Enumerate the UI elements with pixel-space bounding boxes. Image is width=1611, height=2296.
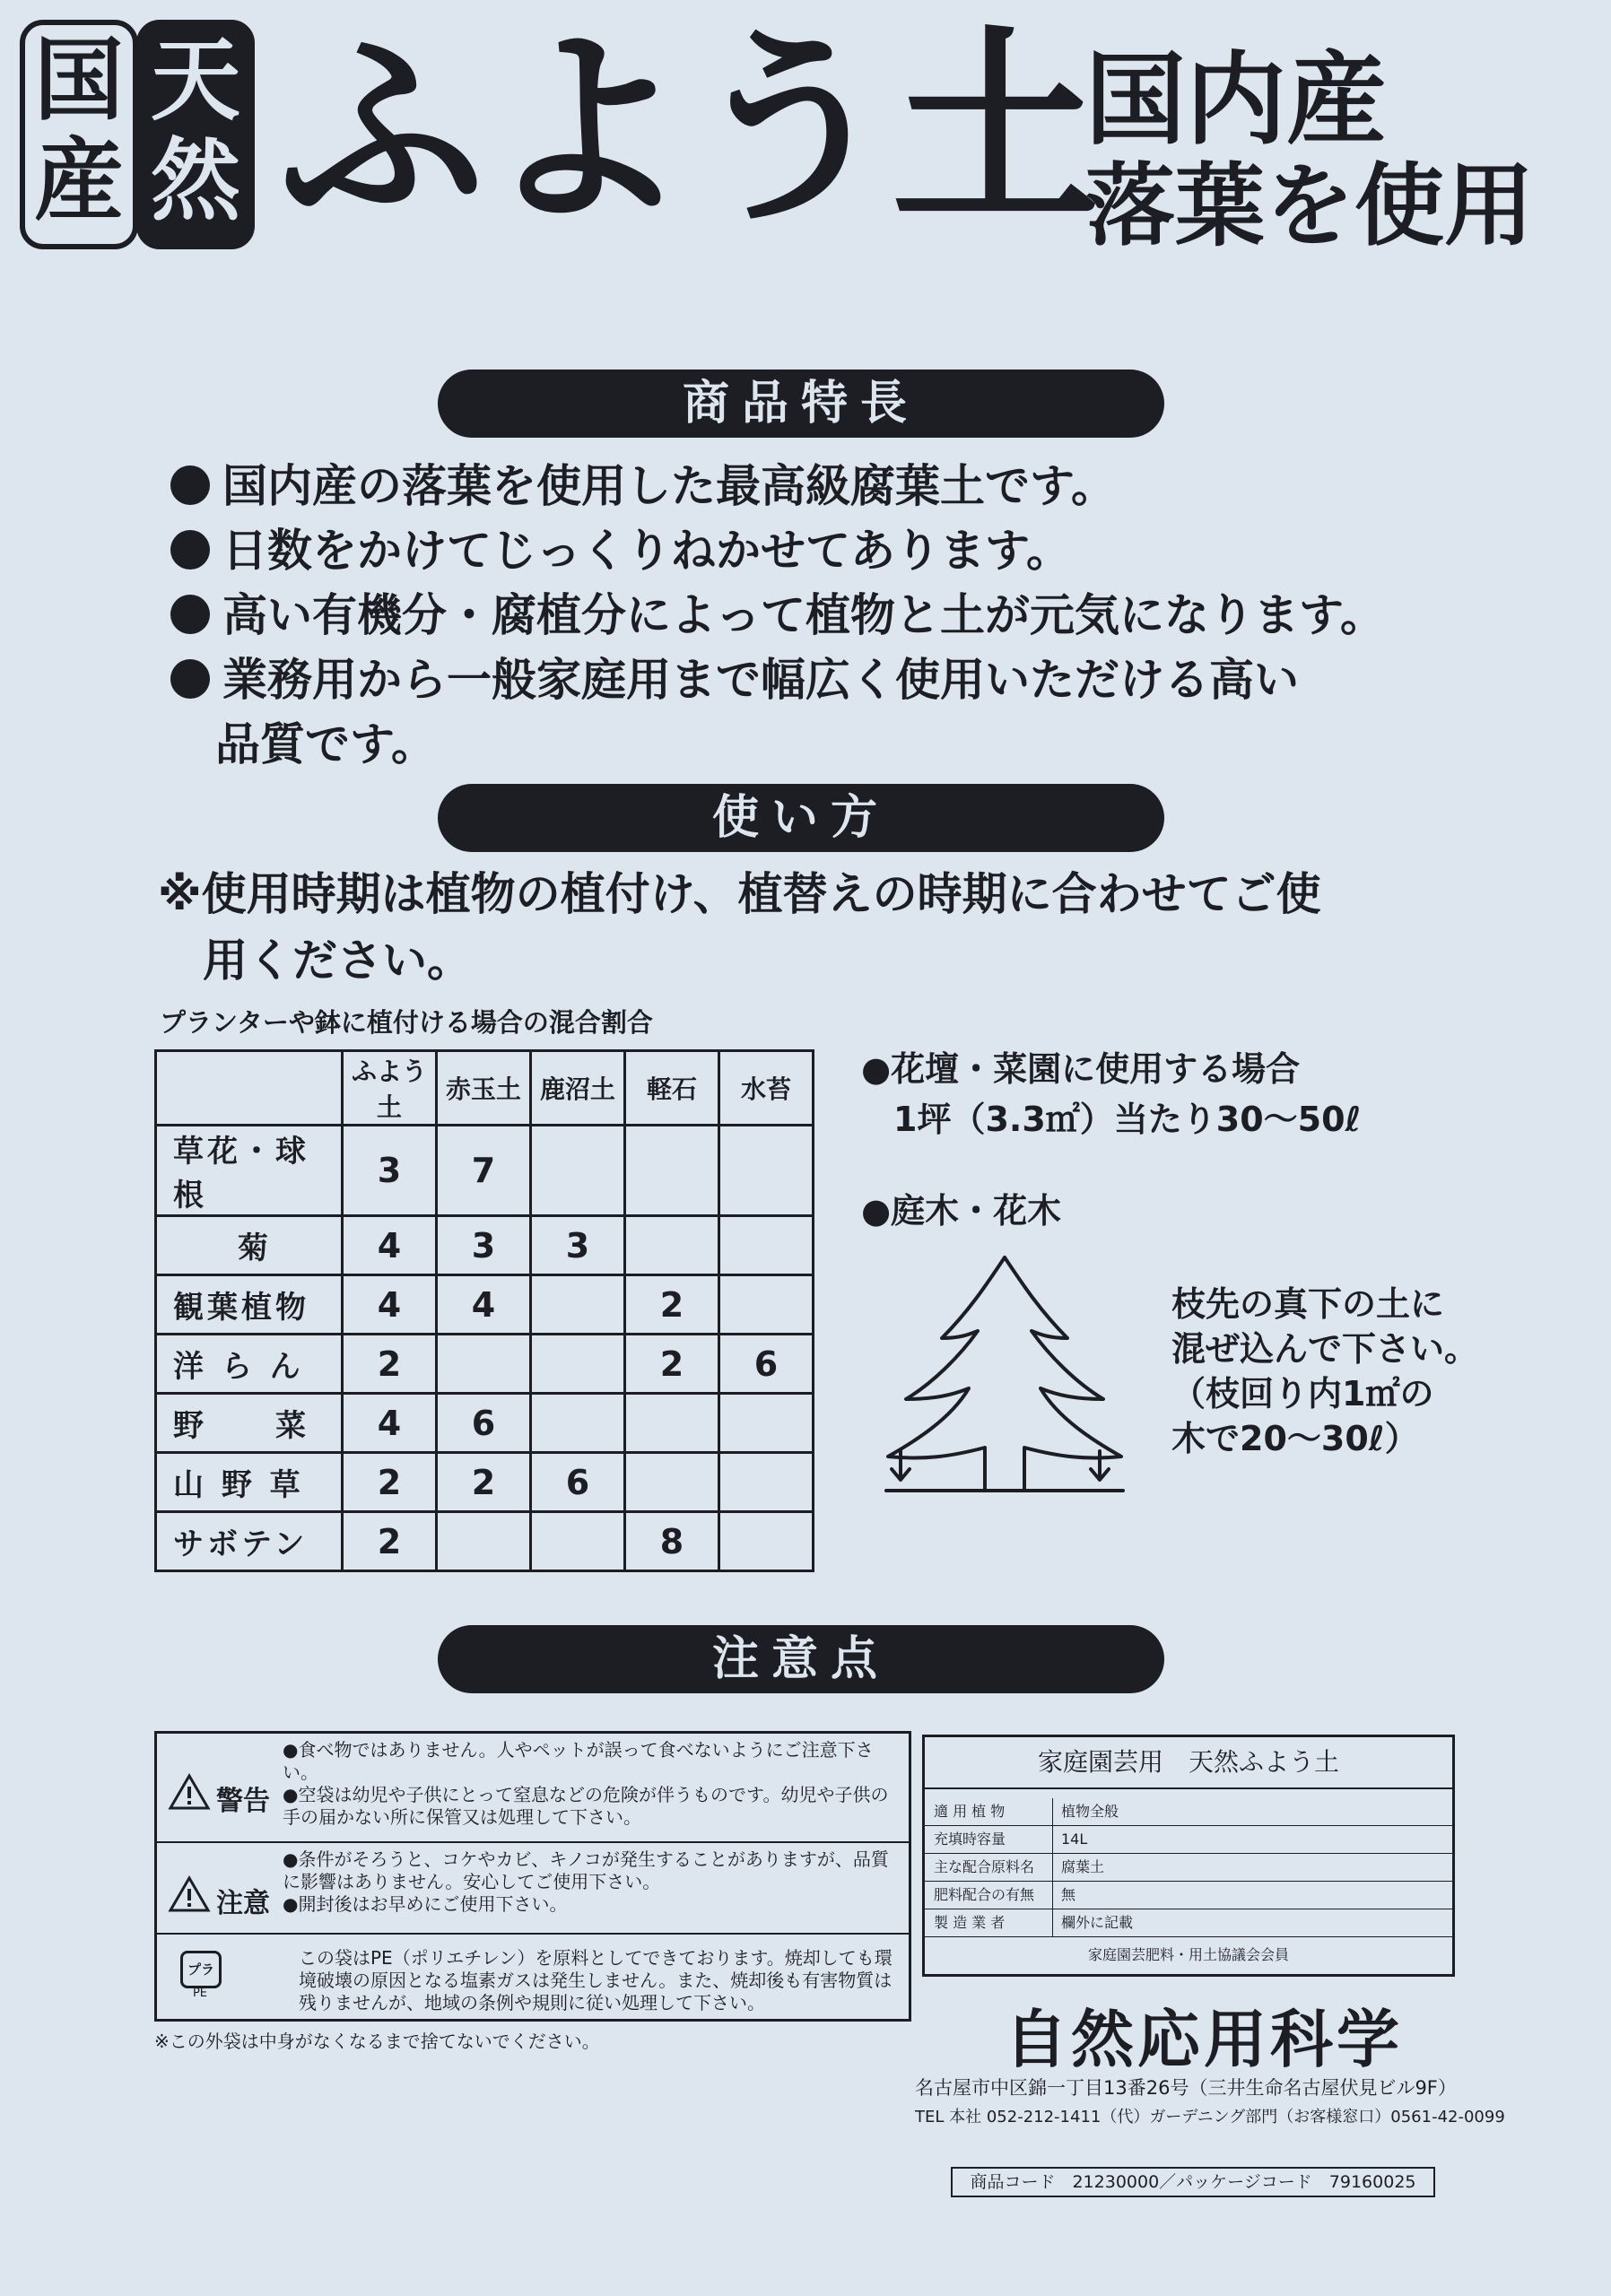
mixing-ratio-table	[154, 1049, 814, 1572]
table-header: 軽石	[625, 1051, 719, 1126]
caution-label: 注意	[216, 1888, 270, 1919]
spec-row	[925, 1854, 1452, 1882]
badge-char: 産	[34, 128, 124, 233]
spec-divider	[1052, 1798, 1053, 1825]
table-cell: 3	[531, 1216, 625, 1275]
spec-row	[925, 1798, 1452, 1826]
feature-text: 国内産の落葉を使用した最高級腐葉土です。	[222, 460, 1116, 512]
table-cell: 4	[343, 1216, 437, 1275]
table-row	[156, 1335, 814, 1394]
usage-heading: 使い方	[438, 784, 1164, 852]
table-header: ふよう土	[343, 1051, 437, 1126]
warning-line: ●空袋は幼児や子供にとって窒息などの危険が伴うものです。幼児や子供の手の届かない所に保管又は処理して下さい。	[283, 1784, 889, 1828]
table-header-row	[156, 1051, 814, 1126]
table-cell	[437, 1512, 531, 1571]
spec-value: 14L	[1061, 1831, 1088, 1848]
recycle-row	[157, 1935, 909, 2019]
badge-char: 然	[151, 128, 240, 233]
bullet-icon	[170, 465, 210, 505]
spec-label-box	[922, 1735, 1455, 1977]
table-cell	[719, 1216, 814, 1275]
usage-note-line1: ※使用時期は植物の植付け、植替えの時期に合わせてご使	[158, 868, 1321, 920]
table-cell: 2	[625, 1335, 719, 1394]
garden-heading: ●花壇・菜園に使用する場合	[861, 1049, 1301, 1089]
table-cell: 4	[343, 1275, 437, 1335]
spec-key: 肥料配合の有無	[934, 1886, 1035, 1903]
tree-illustration	[879, 1248, 1130, 1509]
table-cell: 2	[343, 1453, 437, 1512]
row-label: 山 野 草	[156, 1453, 343, 1512]
table-cell: 6	[437, 1394, 531, 1453]
table-cell: 4	[343, 1394, 437, 1453]
feature-item	[170, 454, 1116, 518]
table-caption: プランターや鉢に植付ける場合の混合割合	[160, 1007, 653, 1038]
table-cell: 3	[437, 1216, 531, 1275]
spec-row	[925, 1882, 1452, 1909]
spec-divider	[1052, 1882, 1053, 1909]
usage-note-line2: 用ください。	[203, 935, 472, 987]
spec-row	[925, 1826, 1452, 1854]
caution-line: ●条件がそろうと、コケやカビ、キノコが発生することがありますが、品質に影響はありません。安心してご使用下さい。	[283, 1848, 889, 1892]
table-cell	[719, 1275, 814, 1335]
row-label: 菊	[156, 1216, 343, 1275]
table-cell: 7	[437, 1126, 531, 1216]
caution-triangle-icon	[168, 1875, 211, 1913]
bag-keep-note: ※この外袋は中身がなくなるまで捨てないでください。	[154, 2031, 600, 2052]
spec-divider	[1052, 1909, 1053, 1936]
table-cell	[625, 1394, 719, 1453]
bullet-icon	[170, 530, 210, 570]
warning-line: ●食べ物ではありません。人やペットが誤って食べないようにご注意下さい。	[283, 1739, 874, 1783]
bullet-icon	[170, 595, 210, 634]
warning-label: 警告	[216, 1786, 270, 1817]
table-cell: 6	[719, 1335, 814, 1394]
product-codes: 商品コード 21230000／パッケージコード 79160025	[951, 2167, 1435, 2197]
tree-instruction-2: 混ぜ込んで下さい。	[1171, 1329, 1479, 1369]
company-tel: TEL 本社 052-212-1411（代）ガーデニング部門（お客様窓口）0561-42-0099	[915, 2108, 1505, 2126]
warning-row	[157, 1734, 909, 1843]
table-cell: 3	[343, 1126, 437, 1216]
spec-value: 無	[1061, 1886, 1076, 1903]
company-name: 自然応用科学	[1005, 2003, 1403, 2076]
feature-text: 日数をかけてじっくりねかせてあります。	[222, 525, 1071, 577]
feature-text: 業務用から一般家庭用まで幅広く使用いただける高い	[222, 654, 1299, 706]
table-cell	[719, 1512, 814, 1571]
spec-key: 主な配合原料名	[934, 1858, 1035, 1875]
feature-text: 高い有機分・腐植分によって植物と土が元気になります。	[222, 589, 1385, 641]
spec-divider	[1052, 1854, 1053, 1881]
row-label: サボテン	[156, 1512, 343, 1571]
feature-item	[170, 648, 1299, 712]
table-header: 赤玉土	[437, 1051, 531, 1126]
table-cell: 8	[625, 1512, 719, 1571]
warning-box	[154, 1731, 911, 2022]
garden-amount: 1坪（3.3㎡）当たり30〜50ℓ	[893, 1100, 1362, 1139]
spec-footer: 家庭園芸肥料・用土協議会会員	[1087, 1946, 1289, 1963]
caution-text	[283, 1848, 901, 1916]
row-label: 草花・球根	[156, 1126, 343, 1216]
spec-key: 充填時容量	[934, 1831, 1006, 1848]
table-row	[156, 1216, 814, 1275]
table-cell	[625, 1126, 719, 1216]
company-address: 名古屋市中区錦一丁目13番26号（三井生命名古屋伏見ビル9F）	[915, 2077, 1457, 2099]
warning-triangle-icon	[168, 1773, 211, 1811]
table-header: 鹿沼土	[531, 1051, 625, 1126]
table-cell	[531, 1335, 625, 1394]
spec-title: 家庭園芸用 天然ふよう土	[925, 1737, 1452, 1789]
table-cell	[531, 1126, 625, 1216]
table-header	[156, 1051, 343, 1126]
spec-row	[925, 1909, 1452, 1937]
table-cell: 6	[531, 1453, 625, 1512]
spec-key: 適 用 植 物	[934, 1803, 1006, 1820]
row-label: 観葉植物	[156, 1275, 343, 1335]
table-cell: 2	[437, 1453, 531, 1512]
feature-item	[170, 518, 1071, 583]
spec-key: 製 造 業 者	[934, 1914, 1006, 1931]
product-title: ふよう土	[278, 9, 1097, 251]
spec-divider	[1052, 1826, 1053, 1853]
spec-value: 欄外に記載	[1061, 1914, 1134, 1931]
table-cell: 2	[343, 1335, 437, 1394]
table-cell: 2	[625, 1275, 719, 1335]
table-cell: 2	[343, 1512, 437, 1571]
table-cell	[531, 1394, 625, 1453]
table-row	[156, 1394, 814, 1453]
spec-value: 植物全般	[1061, 1803, 1119, 1820]
tree-instruction-1: 枝先の真下の土に	[1171, 1284, 1445, 1324]
tree-instruction-4: 木で20〜30ℓ）	[1171, 1419, 1419, 1458]
badge-char: 天	[151, 28, 240, 133]
subtitle-line2: 落葉を使用	[1085, 153, 1534, 258]
row-label: 洋 ら ん	[156, 1335, 343, 1394]
table-row	[156, 1126, 814, 1216]
tree-instruction-3: （枝回り内1㎡の	[1171, 1374, 1434, 1413]
subtitle-line1: 国内産	[1085, 42, 1387, 159]
caution-line: ●開封後はお早めにご使用下さい。	[283, 1893, 568, 1915]
table-cell	[437, 1335, 531, 1394]
badge-char: 国	[34, 28, 124, 133]
badge-natural	[136, 20, 255, 249]
recycle-material: PE	[192, 1987, 208, 2000]
recycle-mark: プラ	[180, 1951, 222, 1988]
table-cell	[531, 1275, 625, 1335]
recycle-pla-icon	[173, 1947, 227, 2001]
cautions-heading: 注意点	[438, 1625, 1164, 1693]
table-cell	[531, 1512, 625, 1571]
table-header: 水苔	[719, 1051, 814, 1126]
feature-item	[170, 583, 1385, 648]
badge-domestic	[20, 20, 138, 249]
table-cell	[719, 1453, 814, 1512]
warning-text	[283, 1739, 901, 1829]
origin-badge	[20, 20, 251, 242]
tree-heading: ●庭木・花木	[861, 1191, 1062, 1231]
table-cell: 4	[437, 1275, 531, 1335]
bullet-icon	[170, 659, 210, 699]
features-heading: 商品特長	[438, 370, 1164, 438]
recycle-text: この袋はPE（ポリエチレン）を原料としてできております。焼却しても環境破壊の原因となる塩素ガスは発生しません。また、焼却後も有害物質は残りませんが、地域の条例や規則に従い処理して下さい。	[299, 1947, 893, 2013]
feature-continuation: 品質です。	[215, 718, 436, 770]
spec-value: 腐葉土	[1061, 1858, 1105, 1875]
table-row	[156, 1453, 814, 1512]
caution-row	[157, 1843, 909, 1935]
table-row	[156, 1275, 814, 1335]
table-cell	[719, 1126, 814, 1216]
table-row	[156, 1512, 814, 1571]
row-label: 野 菜	[156, 1394, 343, 1453]
table-cell	[625, 1216, 719, 1275]
table-cell	[625, 1453, 719, 1512]
table-cell	[719, 1394, 814, 1453]
